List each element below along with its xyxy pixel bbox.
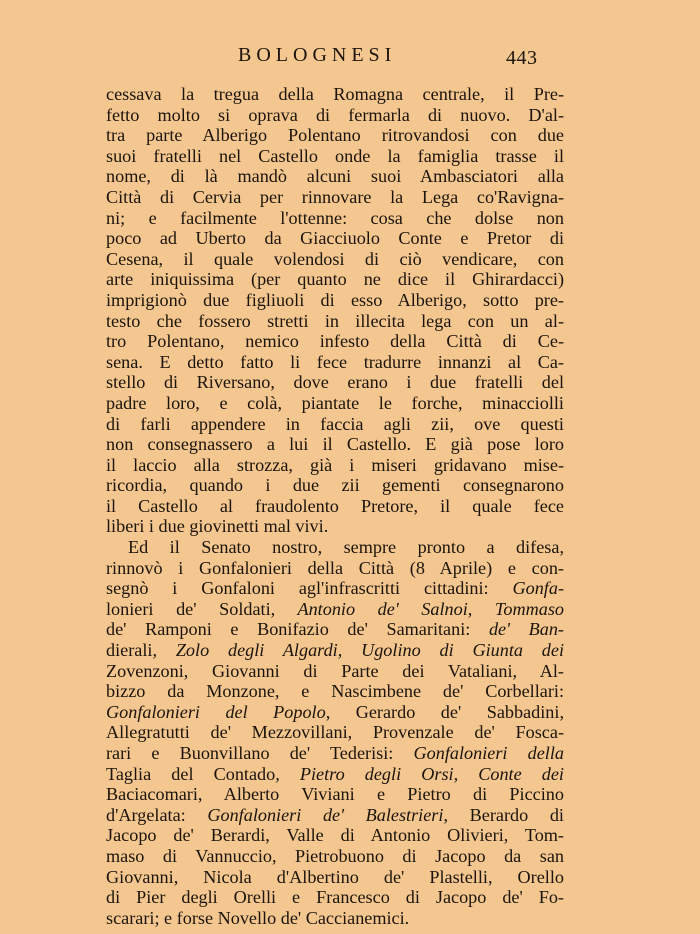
text-segment: poco ad Uberto da Giacciuolo Conte e Pretor di (106, 228, 564, 249)
text-line (106, 867, 564, 888)
text-segment: scarari; e forse Novello de' Caccianemici. (106, 907, 410, 928)
text-segment: liberi i due giovinetti mal vivi. (106, 516, 329, 537)
text-segment: padre loro, e colà, piantate le forche, minacciolli (106, 392, 564, 413)
italic-text: , Zolo degli Algardi, Ugolino di Giunta dei (152, 640, 564, 661)
text-segment: lonieri de' Soldati (106, 598, 271, 619)
text-segment: de' Ramponi e Bonifazio de' Samaritani: (106, 619, 489, 640)
text-line (106, 702, 564, 723)
text-line (106, 84, 564, 105)
text-line (106, 331, 564, 352)
text-line (106, 619, 564, 640)
text-line (106, 146, 564, 167)
text-segment: , Berardo di (443, 804, 564, 825)
text-line (106, 352, 564, 373)
text-line (106, 125, 564, 146)
text-segment: tro Polentano, nemico infesto della Città di Ce- (106, 331, 564, 352)
text-line (106, 166, 564, 187)
text-line (106, 743, 564, 764)
paragraph (106, 84, 564, 537)
text-segment: rinnovò i Gonfalonieri della Città (8 Aprile) e con- (106, 557, 564, 578)
text-segment: nome, di là mandò alcuni suoi Ambasciatori alla (106, 166, 564, 187)
text-segment: testo che fossero stretti in illecita lega con un al- (106, 310, 564, 331)
text-segment: segnò i Gonfaloni agl'infrascritti cittadini: (106, 578, 513, 599)
text-line (106, 537, 564, 558)
text-line (106, 105, 564, 126)
text-line (106, 187, 564, 208)
running-title: BOLOGNESI (238, 44, 397, 66)
italic-text: Gonfa- (512, 578, 564, 599)
text-line (106, 434, 564, 455)
text-segment: suoi fratelli nel Castello onde la famiglia trasse il (106, 145, 564, 166)
text-line (106, 372, 564, 393)
text-segment: sena. E detto fatto li fece tradurre innanzi al Ca- (106, 351, 564, 372)
text-line (106, 599, 564, 620)
text-segment: fetto molto si oprava di fermarla di nuovo. D'al- (106, 104, 564, 125)
text-line (106, 805, 564, 826)
text-line (106, 681, 564, 702)
text-segment: d'Argelata: (106, 804, 208, 825)
italic-text: Gonfalonieri del Popolo (106, 701, 326, 722)
text-line (106, 908, 564, 929)
text-line (106, 414, 564, 435)
text-segment: ricordia, quando i due zii gementi consegnarono (106, 475, 564, 496)
text-line (106, 496, 564, 517)
text-segment: stello di Riversano, dove erano i due fratelli del (106, 372, 564, 393)
text-line (106, 269, 564, 290)
text-line (106, 208, 564, 229)
text-line (106, 887, 564, 908)
text-segment: maso di Vannuccio, Pietrobuono di Jacopo da san (106, 845, 564, 866)
text-segment: arte iniquissima (per quanto ne dice il Ghirardacci) (106, 269, 564, 290)
text-segment: dierali (106, 640, 153, 661)
text-segment: il Castello al fraudolento Pretore, il quale fece (106, 495, 564, 516)
text-line (106, 558, 564, 579)
text-segment: Taglia del Contado (106, 763, 276, 784)
text-segment: rari e Buonvillano de' Tederisi: (106, 743, 414, 763)
text-line (106, 640, 564, 661)
text-segment: Jacopo de' Berardi, Valle di Antonio Olivieri, Tom- (106, 825, 564, 846)
text-segment: il laccio alla strozza, già i miseri gridavano mise- (106, 454, 564, 475)
text-line (106, 846, 564, 867)
text-segment: non consegnassero a lui il Castello. E già pose loro (106, 434, 564, 455)
text-line (106, 249, 564, 270)
text-line (106, 393, 564, 414)
text-segment: Cesena, il quale volendosi di ciò vendicare, con (106, 248, 564, 269)
text-segment: di Pier degli Orelli e Francesco di Jacopo de' Fo- (106, 887, 564, 908)
text-segment: Ed il Senato nostro, sempre pronto a difesa, (128, 537, 564, 558)
text-segment: Baciacomari, Alberto Viviani e Pietro di Piccino (106, 784, 564, 805)
text-line (106, 228, 564, 249)
text-segment: Allegratutti de' Mezzovillani, Provenzale de' Fosca- (106, 722, 564, 743)
page-number: 443 (506, 47, 538, 69)
body-text (106, 84, 564, 928)
italic-text: Gonfalonieri della (413, 743, 564, 763)
text-segment: Città di Cervia per rinnovare la Lega co'Ravigna- (106, 186, 564, 207)
text-segment: di farli appendere in faccia agli zii, ove questi (106, 413, 564, 434)
text-line (106, 661, 564, 682)
text-line (106, 722, 564, 743)
text-segment: , Gerardo de' Sabbadini, (325, 701, 564, 722)
text-segment: Zovenzoni, Giovanni di Parte dei Vataliani, Al- (106, 660, 564, 681)
text-line (106, 764, 564, 785)
text-line (106, 784, 564, 805)
text-line (106, 578, 564, 599)
italic-text: Gonfalonieri de' Balestrieri (207, 804, 444, 825)
text-line (106, 311, 564, 332)
text-segment: imprigionò due figliuoli di esso Alberigo, sotto pre- (106, 289, 564, 310)
italic-text: , Pietro degli Orsi, Conte dei (275, 763, 564, 784)
text-segment: ni; e facilmente l'ottenne: cosa che dolse non (106, 207, 564, 228)
text-segment: tra parte Alberigo Polentano ritrovandosi con due (106, 125, 564, 146)
text-line (106, 825, 564, 846)
text-line (106, 290, 564, 311)
paragraph (106, 537, 564, 928)
running-head (0, 44, 700, 72)
text-segment: cessava la tregua della Romagna centrale, il Pre- (106, 84, 564, 104)
text-line (106, 516, 564, 537)
text-line (106, 455, 564, 476)
text-segment: Giovanni, Nicola d'Albertino de' Plastelli, Orello (106, 866, 564, 887)
text-segment: bizzo da Monzone, e Nascimbene de' Corbellari: (106, 681, 564, 702)
italic-text: de' Ban- (488, 619, 564, 640)
italic-text: , Antonio de' Salnoi, Tommaso (270, 598, 564, 619)
text-line (106, 475, 564, 496)
